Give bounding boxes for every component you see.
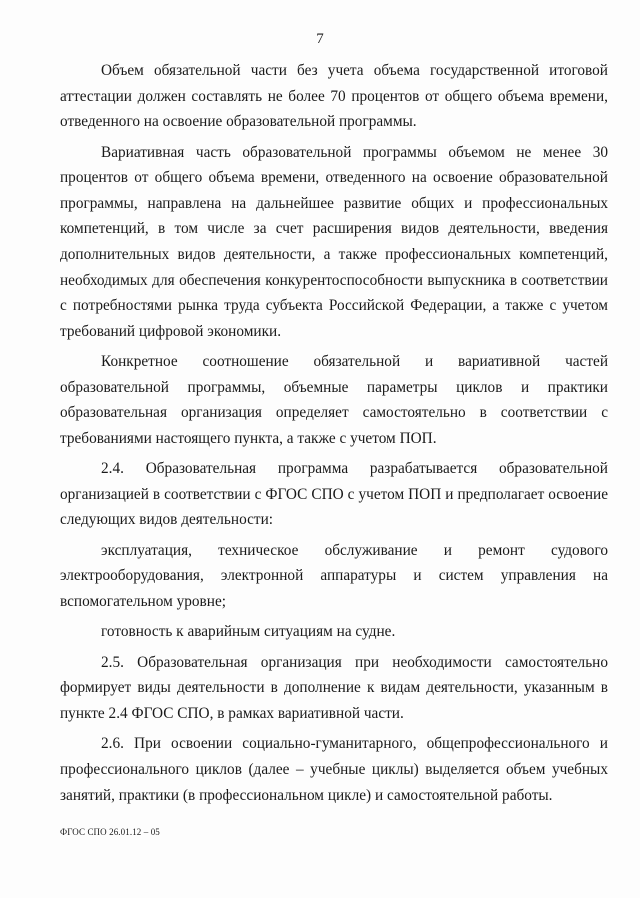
footer-standard-code: ФГОС СПО 26.01.12 – 05 (60, 827, 160, 837)
activity-item-emergency: готовность к аварийным ситуациям на судне. (101, 623, 396, 641)
paragraph-2-6: 2.6. При освоении социально-гуманитарного, общепрофессионального и профессионального циклов (далее – учебные циклы) выделяется объем учебных занятий, практики (в профессиональном цикле) и самостоятельной работы. (60, 735, 608, 804)
document-body (60, 58, 608, 813)
paragraph-mandatory-part: Объем обязательной части без учета объема государственной итоговой аттестации должен составлять не более 70 процентов от общего объема времени, отведенного на освоение образовательной программы. (60, 62, 608, 131)
activity-item-operation: эксплуатация, техническое обслуживание и ремонт судового электрооборудования, электронной аппаратуры и систем управления на вспомогательном уровне; (60, 541, 608, 611)
paragraph-ratio: Конкретное соотношение обязательной и вариативной частей образовательной программы, объемные параметры циклов и практики образовательная организация определяет самостоятельно в соответствии с требованиями настоящего пункта, а также с учетом ПОП. (60, 353, 608, 447)
paragraph-variable-part: Вариативная часть образовательной программы объемом не менее 30 процентов от общего объема времени, отведенного на освоение образовательной программы, направлена на дальнейшее развитие общих и профессиональных компетенций, в том числе за счет расширения видов деятельности, введения дополнительных видов деятельности, а также профессиональных компетенций, необходимых для обеспечения конкурентоспособности выпускника в соответствии с потребностями рынка труда субъекта Российской Федерации, а также с учетом требований цифровой экономики. (60, 143, 608, 340)
paragraph-2-4: 2.4. Образовательная программа разрабатывается образовательной организацией в соответствии с ФГОС СПО с учетом ПОП и предполагает освоение следующих видов деятельности: (60, 460, 608, 529)
page-number: 7 (316, 31, 324, 47)
paragraph-2-5: 2.5. Образовательная организация при необходимости самостоятельно формирует виды деятельности в дополнение к видам деятельности, указанным в пункте 2.4 ФГОС СПО, в рамках вариативной части. (60, 653, 608, 723)
